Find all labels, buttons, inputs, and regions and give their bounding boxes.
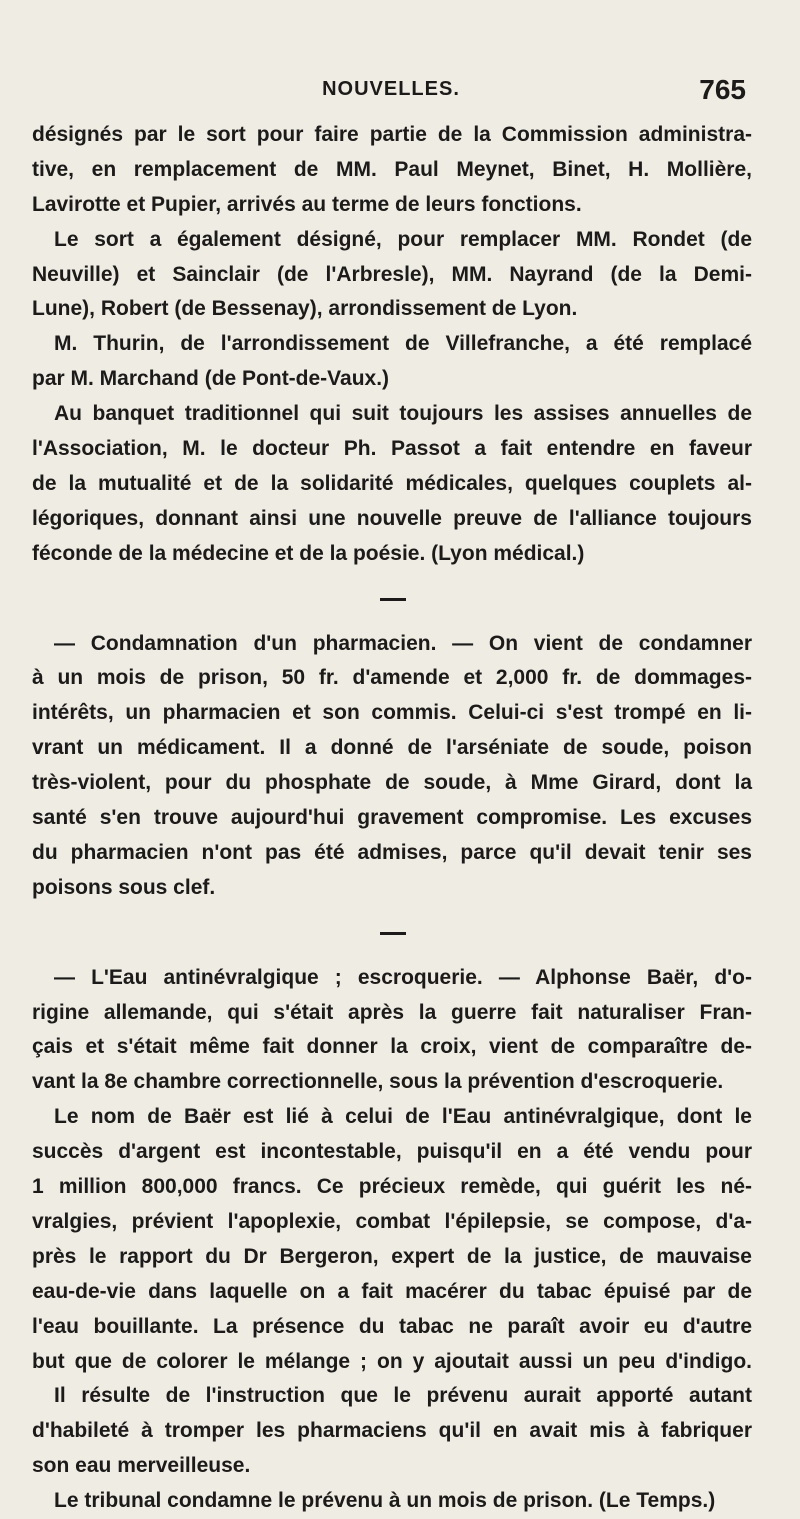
- text-line: près le rapport du Dr Bergeron, expert de la justice, de mauvaise: [32, 1244, 752, 1268]
- text-line: l'Association, M. le docteur Ph. Passot a fait entendre en faveur: [32, 437, 752, 461]
- text-line: Au banquet traditionnel qui suit toujours les assises annuelles de: [54, 402, 752, 426]
- text-line: à un mois de prison, 50 fr. d'amende et 2,000 fr. de dommages-: [32, 666, 752, 690]
- text-line: — L'Eau antinévralgique ; escroquerie. — Alphonse Baër, d'o-: [54, 965, 752, 989]
- running-head: NOUVELLES.: [322, 78, 460, 100]
- text-line: désignés par le sort pour faire partie de la Commission administra-: [32, 123, 752, 146]
- text-line: succès d'argent est incontestable, puisqu'il en a été vendu pour: [32, 1140, 752, 1164]
- page-header: [32, 74, 750, 114]
- text-line: Le tribunal condamne le prévenu à un mois de prison. (Le Temps.): [54, 1489, 716, 1513]
- text-line: tive, en remplacement de MM. Paul Meynet, Binet, H. Mollière,: [32, 157, 752, 181]
- section-separator: [32, 906, 752, 961]
- text-line: eau-de-vie dans laquelle on a fait macérer du tabac épuisé par de: [32, 1279, 752, 1303]
- text-line: çais et s'était même fait donner la croix, vient de comparaître de-: [32, 1035, 752, 1059]
- text-line: Neuville) et Sainclair (de l'Arbresle), MM. Nayrand (de la Demi-: [32, 262, 752, 286]
- text-line: féconde de la médecine et de la poésie. (Lyon médical.): [32, 541, 585, 565]
- text-line: santé s'en trouve aujourd'hui gravement compromise. Les excuses: [32, 806, 752, 830]
- text-line: de la mutualité et de la solidarité médicales, quelques couplets al-: [32, 471, 752, 495]
- text-line: vralgies, prévient l'apoplexie, combat l'épilepsie, se compose, d'a-: [32, 1209, 752, 1233]
- text-line: Le nom de Baër est lié à celui de l'Eau antinévralgique, dont le: [54, 1105, 752, 1129]
- text-line: Lavirotte et Pupier, arrivés au terme de leurs fonctions.: [32, 192, 582, 216]
- text-line: 1 million 800,000 francs. Ce précieux remède, qui guérit les né-: [32, 1175, 752, 1199]
- text-line: but que de colorer le mélange ; on y ajoutait aussi un peu d'indigo.: [32, 1349, 752, 1373]
- text-line: Il résulte de l'instruction que le prévenu aurait apporté autant: [54, 1384, 752, 1408]
- text-line: très-violent, pour du phosphate de soude, à Mme Girard, dont la: [32, 771, 752, 795]
- text-line: intérêts, un pharmacien et son commis. Celui-ci s'est trompé en li-: [32, 701, 752, 725]
- text-line: rigine allemande, qui s'était après la guerre fait naturaliser Fran-: [32, 1000, 752, 1024]
- separator-rule: [380, 932, 406, 935]
- text-line: vant la 8e chambre correctionnelle, sous la prévention d'escroquerie.: [32, 1070, 724, 1094]
- text-line: — Condamnation d'un pharmacien. — On vient de condamner: [54, 631, 752, 655]
- text-line: Le sort a également désigné, pour remplacer MM. Rondet (de: [54, 227, 752, 251]
- section-separator: [32, 572, 752, 627]
- text-line: son eau merveilleuse.: [32, 1454, 251, 1478]
- text-line: l'eau bouillante. La présence du tabac ne paraît avoir eu d'autre: [32, 1314, 752, 1338]
- document-body: [32, 118, 752, 1519]
- text-line: légoriques, donnant ainsi une nouvelle preuve de l'alliance toujours: [32, 506, 752, 530]
- text-line: poisons sous clef.: [32, 875, 216, 899]
- text-line: du pharmacien n'ont pas été admises, parce qu'il devait tenir ses: [32, 840, 752, 864]
- text-line: Lune), Robert (de Bessenay), arrondissement de Lyon.: [32, 297, 578, 321]
- text-line: d'habileté à tromper les pharmaciens qu'il en avait mis à fabriquer: [32, 1419, 752, 1443]
- separator-rule: [380, 598, 406, 601]
- text-line: vrant un médicament. Il a donné de l'arséniate de soude, poison: [32, 736, 752, 760]
- text-line: M. Thurin, de l'arrondissement de Villefranche, a été remplacé: [54, 332, 752, 356]
- page-number: 765: [699, 74, 746, 105]
- text-line: par M. Marchand (de Pont-de-Vaux.): [32, 367, 390, 391]
